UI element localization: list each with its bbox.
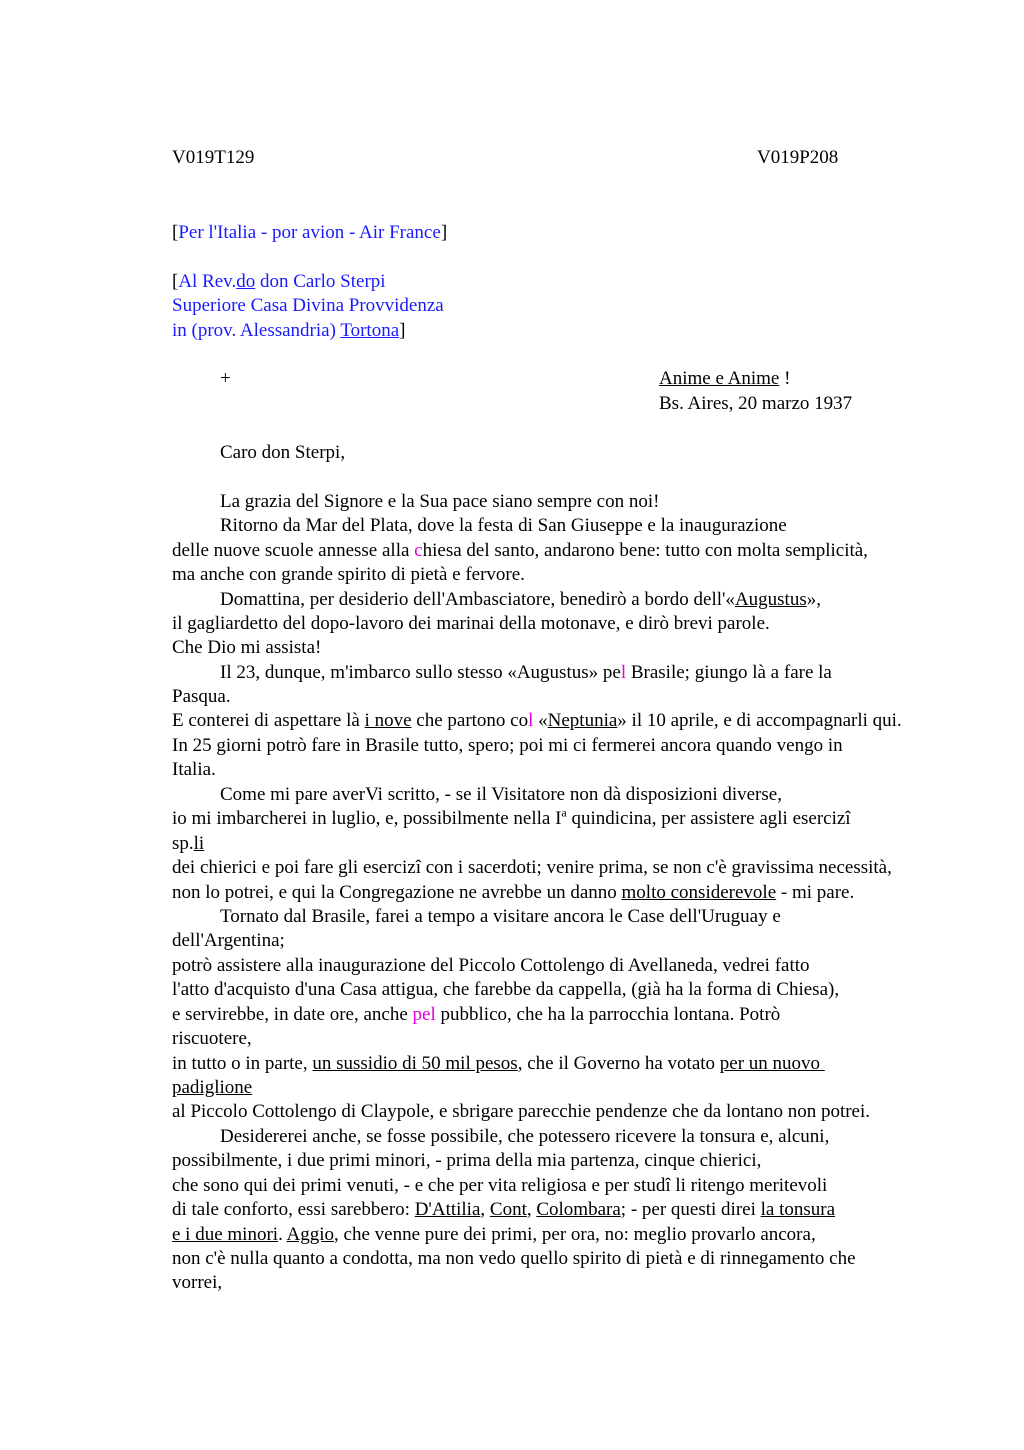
body-line: l'atto d'acquisto d'una Casa attigua, che farebbe da cappella, (già ha la forma di Chiesa), [172, 979, 840, 1000]
text-fragment: che partono co [411, 710, 529, 731]
motto [659, 367, 790, 391]
body-line: Tornato dal Brasile, farei a tempo a visitare ancora le Case dell'Uruguay e [220, 906, 781, 927]
text-fragment: sp. [172, 833, 194, 854]
text-fragment: « [533, 710, 548, 731]
text-fragment: a [561, 805, 567, 820]
body-line [172, 1174, 827, 1198]
text-fragment: . [278, 1224, 287, 1245]
text-fragment: - mi pare. [776, 882, 855, 903]
text-fragment: [ [172, 271, 179, 292]
address-line-1 [172, 270, 386, 294]
text-fragment: con i sacerdoti; venire prima, se non c'è gravissima necessità, [420, 857, 892, 878]
text-fragment: ] [399, 320, 406, 341]
body-line [172, 881, 854, 905]
body-line [172, 1223, 816, 1247]
text-fragment: Aggio [286, 1224, 335, 1245]
text-fragment: pel [412, 1004, 436, 1025]
body-line [172, 539, 868, 563]
place-date: Bs. Aires, 20 marzo 1937 [659, 393, 853, 414]
body-line: Che Dio mi assista! [172, 637, 322, 658]
text-fragment: , [526, 1199, 537, 1220]
body-line: ma anche con grande spirito di pietà e fervore. [172, 564, 525, 585]
text-fragment: i nove [364, 710, 412, 731]
text-fragment: Colombara [536, 1199, 621, 1220]
text-fragment: di tale conforto, essi sarebbero: [172, 1199, 415, 1220]
envelope-note [172, 221, 447, 245]
text-fragment: per un nuovo [719, 1053, 825, 1074]
text-fragment: don Carlo Sterpi [255, 271, 386, 292]
text-fragment: Neptunia [547, 710, 618, 731]
body-line [172, 856, 892, 880]
body-line [172, 1052, 825, 1076]
envelope-note-text: Per l'Italia - por avion - Air France [178, 222, 441, 243]
body-line: Desidererei anche, se fosse possibile, che potessero ricevere la tonsura e, alcuni, [220, 1126, 830, 1147]
text-fragment: Domattina, per desiderio dell'Ambasciatore, benedirò a bordo dell'« [220, 589, 735, 610]
salutation: Caro don Sterpi, [220, 442, 346, 463]
body-line: al Piccolo Cottolengo di Claypole, e sbrigare parecchie pendenze che da lontano non potrei. [172, 1101, 871, 1122]
text-fragment: Cont [489, 1199, 527, 1220]
text-fragment: non lo potrei, e qui la Congregazione ne avrebbe un danno [172, 882, 622, 903]
text-fragment: do [236, 271, 256, 292]
text-fragment: io mi imbarcherei in luglio, e, possibilmente nella I [172, 808, 562, 829]
text-fragment: » il 10 aprile, e di accompagnarli qui. [617, 710, 902, 731]
text-fragment: delle nuove scuole annesse alla [172, 540, 415, 561]
text-fragment: Brasile; giungo là a fare la [626, 662, 832, 683]
body-line [172, 832, 204, 856]
archive-ref-right: V019P208 [757, 147, 839, 168]
text-fragment: , che il Governo ha votato [517, 1053, 720, 1074]
body-line: In 25 giorni potrò fare in Brasile tutto, spero; poi mi ci fermerei ancora quando vengo in [172, 735, 843, 756]
cross-symbol: + [220, 368, 231, 389]
body-line: dell'Argentina; [172, 930, 285, 951]
body-line: Italia. [172, 759, 216, 780]
text-fragment: li ritengo meritevoli [670, 1175, 828, 1196]
body-line: La grazia del Signore e la Sua pace siano sempre con noi! [220, 491, 660, 512]
body-line [172, 709, 902, 733]
body-line: possibilmente, i due primi minori, - prima della mia partenza, cinque chierici, [172, 1150, 762, 1171]
text-fragment: », [806, 589, 821, 610]
body-line: il gagliardetto del dopo-lavoro dei marinai della motonave, e dirò brevi parole. [172, 613, 770, 634]
text-fragment: Il 23, dunque, m'imbarco sullo stesso «Augustus» pe [220, 662, 621, 683]
body-line [172, 1198, 835, 1222]
text-fragment: ] [440, 222, 448, 243]
text-fragment: quindicina, per assistere agli esercizi [566, 808, 851, 829]
text-fragment: ! [779, 368, 791, 389]
address-line-3 [172, 319, 405, 343]
body-line: padiglione [172, 1077, 253, 1098]
body-line: Pasqua. [172, 686, 231, 707]
text-fragment: E conterei di aspettare là [172, 710, 365, 731]
text-fragment: , che venne pure dei primi, per ora, no: meglio provarlo ancora, [334, 1224, 816, 1245]
text-fragment: ; - per questi direi [620, 1199, 761, 1220]
text-fragment: la tonsura [760, 1199, 836, 1220]
body-line: riscuotere, [172, 1028, 252, 1049]
text-fragment: un sussidio di 50 mil pesos [312, 1053, 518, 1074]
text-fragment: in tutto o in parte, [172, 1053, 313, 1074]
text-fragment: l [620, 662, 627, 683]
archive-ref-left: V019T129 [172, 147, 255, 168]
address-line-2: Superiore Casa Divina Provvidenza [172, 295, 444, 316]
text-fragment: Tortona [340, 320, 400, 341]
text-fragment: l [528, 710, 534, 731]
body-line: Come mi pare averVi scritto, - se il Visitatore non dà disposizioni diverse, [220, 784, 782, 805]
body-line: Ritorno da Mar del Plata, dove la festa di San Giuseppe e la inaugurazione [220, 515, 787, 536]
body-line [172, 1003, 780, 1027]
body-line [220, 588, 821, 612]
text-fragment: che sono qui dei primi venuti, - e che per vita religiosa e per studi [172, 1175, 671, 1196]
text-fragment: pubblico, che ha la parrocchia lontana. Potrò [435, 1004, 781, 1025]
body-line [220, 661, 832, 685]
text-fragment: D'Attilia [414, 1199, 481, 1220]
body-line: vorrei, [172, 1272, 223, 1293]
text-fragment: in (prov. Alessandria) [172, 320, 341, 341]
text-fragment: dei chierici e poi fare gli esercizi [172, 857, 421, 878]
text-fragment: [ [172, 222, 179, 243]
text-fragment: e servirebbe, in date ore, anche [172, 1004, 413, 1025]
text-fragment: e i due minori [172, 1224, 279, 1245]
body-line [172, 807, 851, 831]
text-fragment: c [414, 540, 423, 561]
text-fragment: Augustus [734, 589, 807, 610]
body-line: potrò assistere alla inaugurazione del Piccolo Cottolengo di Avellaneda, vedrei fatto [172, 955, 810, 976]
text-fragment: molto considerevole [621, 882, 777, 903]
text-fragment: li [193, 833, 205, 854]
text-fragment: Al Rev. [178, 271, 237, 292]
text-fragment: Anime e Anime [659, 368, 780, 389]
body-line: non c'è nulla quanto a condotta, ma non vedo quello spirito di pietà e di rinnegamento che [172, 1248, 856, 1269]
text-fragment: hiesa del santo, andarono bene: tutto con molta semplicità, [422, 540, 868, 561]
text-fragment: , [480, 1199, 490, 1220]
